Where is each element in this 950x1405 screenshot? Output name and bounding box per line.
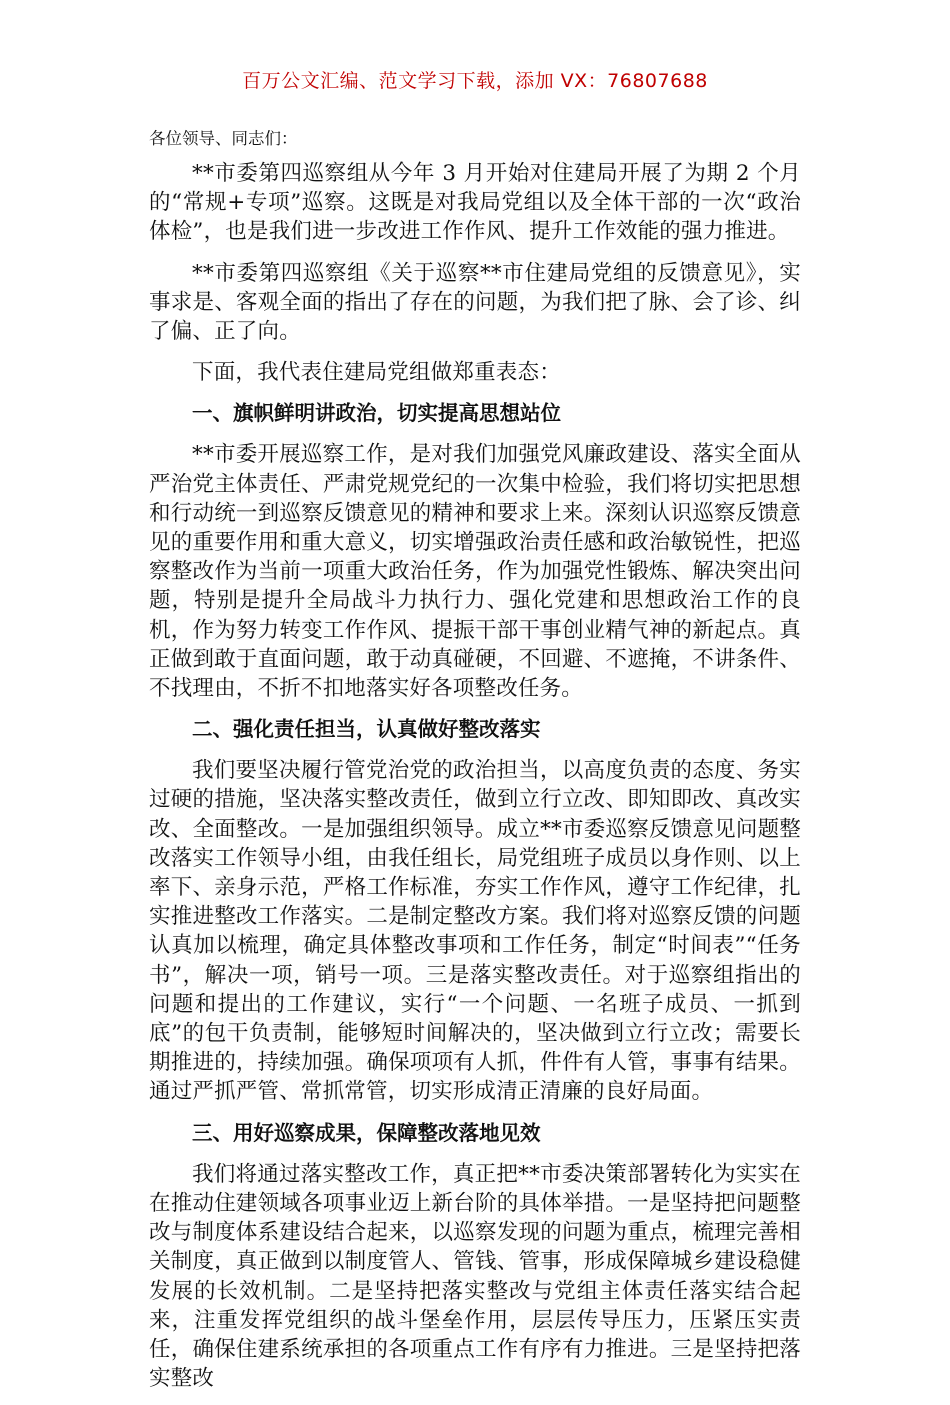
section-paragraph: 我们将通过落实整改工作，真正把**市委决策部署转化为实实在在推动住建领域各项事业迈上新台阶的具体举措。一是坚持把问题整改与制度体系建设结合起来，以巡察发现的问题为重点，梳理完善相关制度，真正做到以制度管人、管钱、管事，形成保障城乡建设稳健发展的长效机制。二是坚持把落实整改与党组主体责任落实结合起来，注重发挥党组织的战斗堡垒作用，层层传导压力，压紧压实责任，确保住建系统承担的各项重点工作有序有力推进。三是坚持把落实整改 bbox=[149, 1161, 801, 1392]
document-body bbox=[149, 127, 801, 1405]
section-paragraph: **市委开展巡察工作，是对我们加强党风廉政建设、落实全面从严治党主体责任、严肃党规党纪的一次集中检验，我们将切实把思想和行动统一到巡察反馈意见的精神和要求上来。深刻认识巡察反馈意见的重要作用和重大意义，切实增强政治责任感和政治敏锐性，把巡察整改作为当前一项重大政治任务，作为加强党性锻炼、解决突出问题，特别是提升全局战斗力执行力、强化党建和思想政治工作的良机，作为努力转变工作作风、提振干部干事创业精气神的新起点。真正做到敢于直面问题，敢于动真碰硬，不回避、不遮掩，不讲条件、不找理由，不折不扣地落实好各项整改任务。 bbox=[149, 442, 801, 702]
salutation: 各位领导、同志们： bbox=[149, 129, 298, 148]
intro-paragraph: **市委第四巡察组《关于巡察**市住建局党组的反馈意见》，实事求是、客观全面的指出了存在的问题，为我们把了脉、会了诊、纠了偏、正了向。 bbox=[149, 260, 801, 345]
section-paragraph: 我们要坚决履行管党治党的政治担当，以高度负责的态度、务实过硬的措施，坚决落实整改责任，做到立行立改、即知即改、真改实改、全面整改。一是加强组织领导。成立**市委巡察反馈意见问题整改落实工作领导小组，由我任组长，局党组班子成员以身作则、以上率下、亲身示范，严格工作标准，夯实工作作风，遵守工作纪律，扎实推进整改工作落实。二是制定整改方案。我们将对巡察反馈的问题认真加以梳理，确定具体整改事项和工作任务，制定“时间表”“任务书”，解决一项，销号一项。三是落实整改责任。对于巡察组指出的问题和提出的工作建议，实行“一个问题、一名班子成员、一抓到底”的包干负责制，能够短时间解决的，坚决做到立行立改；需要长期推进的，持续加强。确保项项有人抓，件件有人管，事事有结果。通过严抓严管、常抓常管，切实形成清正清廉的良好局面。 bbox=[149, 758, 801, 1105]
watermark-banner: 百万公文汇编、范文学习下载，添加 VX：76807688 bbox=[242, 70, 708, 92]
section-heading: 二、强化责任担当，认真做好整改落实 bbox=[192, 717, 541, 742]
section-heading: 三、用好巡察成果，保障整改落地见效 bbox=[192, 1120, 541, 1145]
intro-paragraph: 下面，我代表住建局党组做郑重表态： bbox=[192, 360, 561, 386]
section-heading: 一、旗帜鲜明讲政治，切实提高思想站位 bbox=[192, 401, 561, 426]
intro-paragraph: **市委第四巡察组从今年 3 月开始对住建局开展了为期 2 个月的“常规+专项”巡察。这既是对我局党组以及全体干部的一次“政治体检”，也是我们进一步改进工作作风、提升工作效能的强力推进。 bbox=[149, 161, 801, 245]
